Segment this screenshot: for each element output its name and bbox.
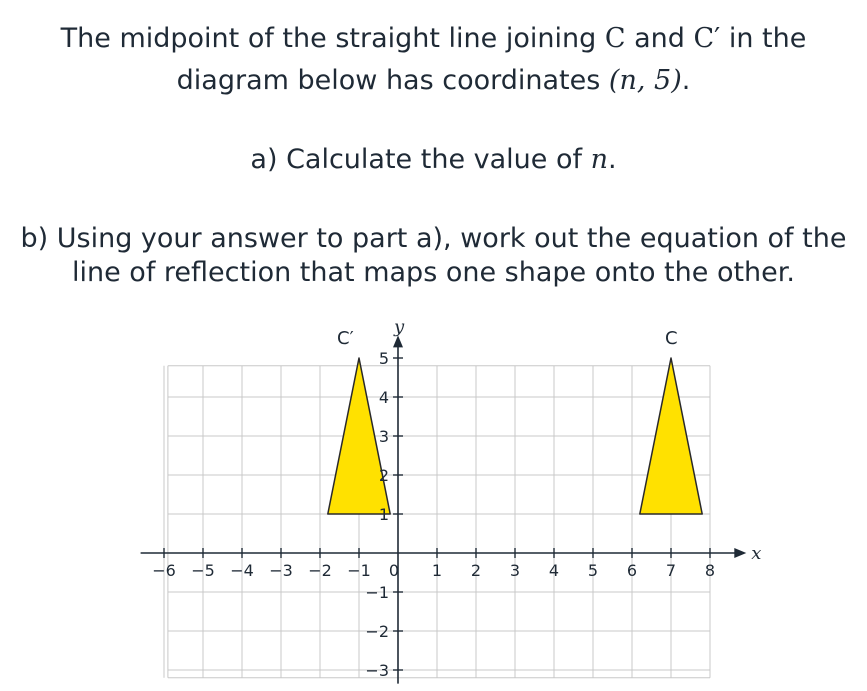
- part-a-variable: n: [590, 144, 608, 175]
- part-b-line-1: b) Using your answer to part a), work out the equation of the: [20, 223, 847, 254]
- y-tick-label: 3: [378, 427, 389, 446]
- x-tick-label: −5: [191, 561, 215, 580]
- part-b-line-2: line of reflection that maps one shape onto the other.: [72, 257, 795, 288]
- y-tick-label: −3: [365, 661, 389, 680]
- question-text: .: [681, 65, 691, 96]
- question-text: and: [625, 23, 694, 54]
- y-tick-label: −1: [365, 583, 389, 602]
- x-tick-label: 5: [587, 561, 599, 580]
- x-tick-label: −3: [269, 561, 293, 580]
- y-tick-label: 5: [378, 349, 389, 368]
- label-c-prime: C′: [337, 328, 354, 349]
- x-tick-label: 4: [548, 561, 560, 580]
- y-tick-label: 2: [378, 466, 389, 485]
- label-c: C: [665, 328, 678, 349]
- x-tick-label: −1: [347, 561, 371, 580]
- part-a-text: .: [607, 144, 617, 175]
- part-a-text: a) Calculate the value of: [250, 144, 591, 175]
- y-tick-label: 4: [378, 388, 389, 407]
- x-tick-label: 3: [509, 561, 521, 580]
- grid-lines: [164, 366, 710, 678]
- x-tick-label: −6: [152, 561, 176, 580]
- x-tick-label: 7: [665, 561, 677, 580]
- y-tick-label: 1: [378, 505, 389, 524]
- y-tick-label: −2: [365, 622, 389, 641]
- x-tick-label: −4: [230, 561, 254, 580]
- question-text: diagram below has coordinates: [176, 65, 609, 96]
- x-tick-label: 8: [704, 561, 716, 580]
- point-c-prime-label: C′: [693, 23, 721, 54]
- y-axis-label: y: [394, 316, 405, 338]
- x-tick-label: 6: [626, 561, 638, 580]
- x-tick-label: 0: [388, 561, 400, 580]
- midpoint-coordinates: (n, 5): [608, 65, 682, 96]
- x-tick-label: 2: [470, 561, 482, 580]
- x-axis-arrow: [734, 548, 746, 558]
- question-text: in the: [720, 23, 807, 54]
- x-axis-label: x: [751, 543, 762, 564]
- point-c-label: C: [604, 23, 626, 54]
- question-text: The midpoint of the straight line joining: [60, 23, 605, 54]
- x-tick-label: −2: [308, 561, 332, 580]
- x-tick-label: 1: [431, 561, 443, 580]
